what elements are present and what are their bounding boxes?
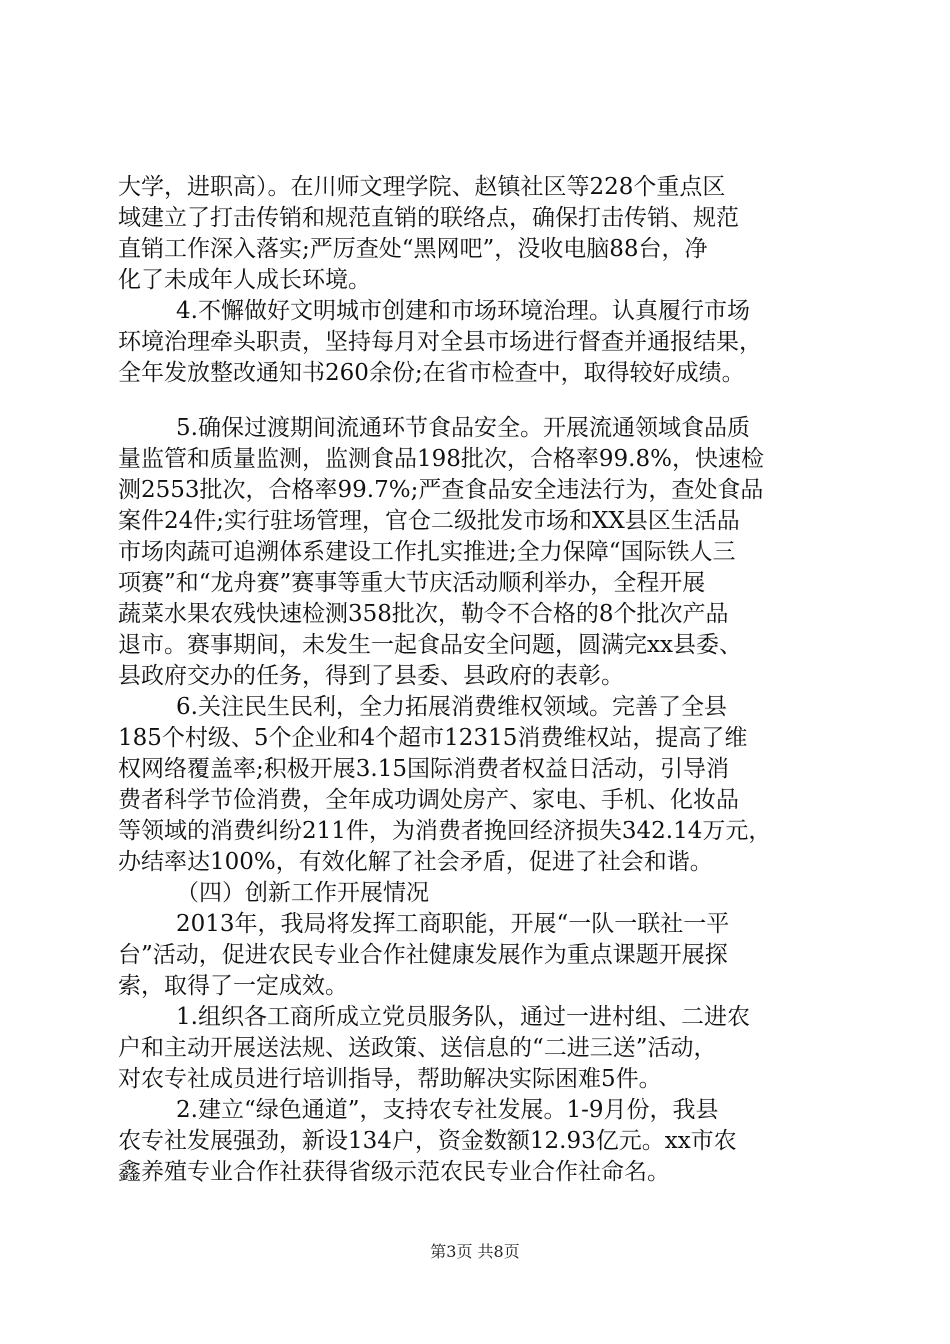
text-line: 蔬菜水果农残快速检测358批次，勒令不合格的8个批次产品 bbox=[118, 601, 729, 627]
page-number-footer: 第3页 共8页 bbox=[430, 1242, 520, 1261]
text-line: 全年发放整改通知书260余份;在省市检查中，取得较好成绩。 bbox=[118, 360, 745, 386]
text-line: 项赛”和“龙舟赛”赛事等重大节庆活动顺利举办，全程开展 bbox=[118, 570, 706, 596]
paragraph-gap bbox=[118, 389, 832, 413]
paragraph-start-line: 4.不懈做好文明城市创建和市场环境治理。认真履行市场 bbox=[176, 298, 750, 324]
text-line: 台”活动，促进农民专业合作社健康发展作为重点课题开展探 bbox=[118, 942, 728, 968]
text-line: 农专社发展强劲，新设134户，资金数额12.93亿元。xx市农 bbox=[118, 1128, 737, 1154]
text-line: 对农专社成员进行培训指导，帮助解决实际困难5件。 bbox=[118, 1066, 662, 1092]
text-line: 量监管和质量监测，监测食品198批次，合格率99.8%，快速检 bbox=[118, 446, 764, 472]
document-body bbox=[118, 172, 832, 1188]
text-line: 直销工作深入落实;严厉查处“黑网吧”，没收电脑88台，净 bbox=[118, 236, 708, 262]
paragraph-start-line: 2.建立“绿色通道”，支持农专社发展。1-9月份，我县 bbox=[176, 1097, 719, 1123]
text-line: 测2553批次，合格率99.7%;严查食品安全违法行为，查处食品 bbox=[118, 477, 764, 503]
text-line: 户和主动开展送法规、送政策、送信息的“二进三送”活动， bbox=[118, 1035, 717, 1061]
text-line: 案件24件;实行驻场管理，官仓二级批发市场和XX县区生活品 bbox=[118, 508, 740, 534]
text-line: 市场肉蔬可追溯体系建设工作扎实推进;全力保障“国际铁人三 bbox=[118, 539, 736, 565]
text-line: 等领域的消费纠纷211件，为消费者挽回经济损失342.14万元， bbox=[118, 818, 772, 844]
text-line: 权网络覆盖率;积极开展3.15国际消费者权益日活动，引导消 bbox=[118, 756, 729, 782]
text-line: 鑫养殖专业合作社获得省级示范农民专业合作社命名。 bbox=[118, 1159, 670, 1185]
paragraph-start-line: 6.关注民生民利，全力拓展消费维权领域。完善了全县 bbox=[176, 694, 727, 720]
paragraph-start-line: 5.确保过渡期间流通环节食品安全。开展流通领域食品质 bbox=[176, 415, 750, 441]
text-line: 185个村级、5个企业和4个超市12315消费维权站，提高了维 bbox=[118, 725, 748, 751]
text-line: 县政府交办的任务，得到了县委、县政府的表彰。 bbox=[118, 663, 624, 689]
text-line: 化了未成年人成长环境。 bbox=[118, 267, 371, 293]
section-heading: （四）创新工作开展情况 bbox=[176, 880, 429, 906]
text-line: 环境治理牵头职责，坚持每月对全县市场进行督查并通报结果， bbox=[118, 329, 762, 355]
text-line: 域建立了打击传销和规范直销的联络点，确保打击传销、规范 bbox=[118, 205, 739, 231]
paragraph-start-line: 1.组织各工商所成立党员服务队，通过一进村组、二进农 bbox=[176, 1004, 750, 1030]
text-line: 办结率达100%，有效化解了社会矛盾，促进了社会和谐。 bbox=[118, 849, 713, 875]
text-line: 费者科学节俭消费，全年成功调处房产、家电、手机、化妆品 bbox=[118, 787, 739, 813]
text-line: 索，取得了一定成效。 bbox=[118, 973, 348, 999]
paragraph-start-line: 2013年，我局将发挥工商职能，开展“一队一联社一平 bbox=[176, 911, 730, 937]
text-line: 退市。赛事期间，未发生一起食品安全问题，圆满完xx县委、 bbox=[118, 632, 742, 658]
text-line: 大学，进职高）。在川师文理学院、赵镇社区等228个重点区 bbox=[118, 174, 726, 200]
